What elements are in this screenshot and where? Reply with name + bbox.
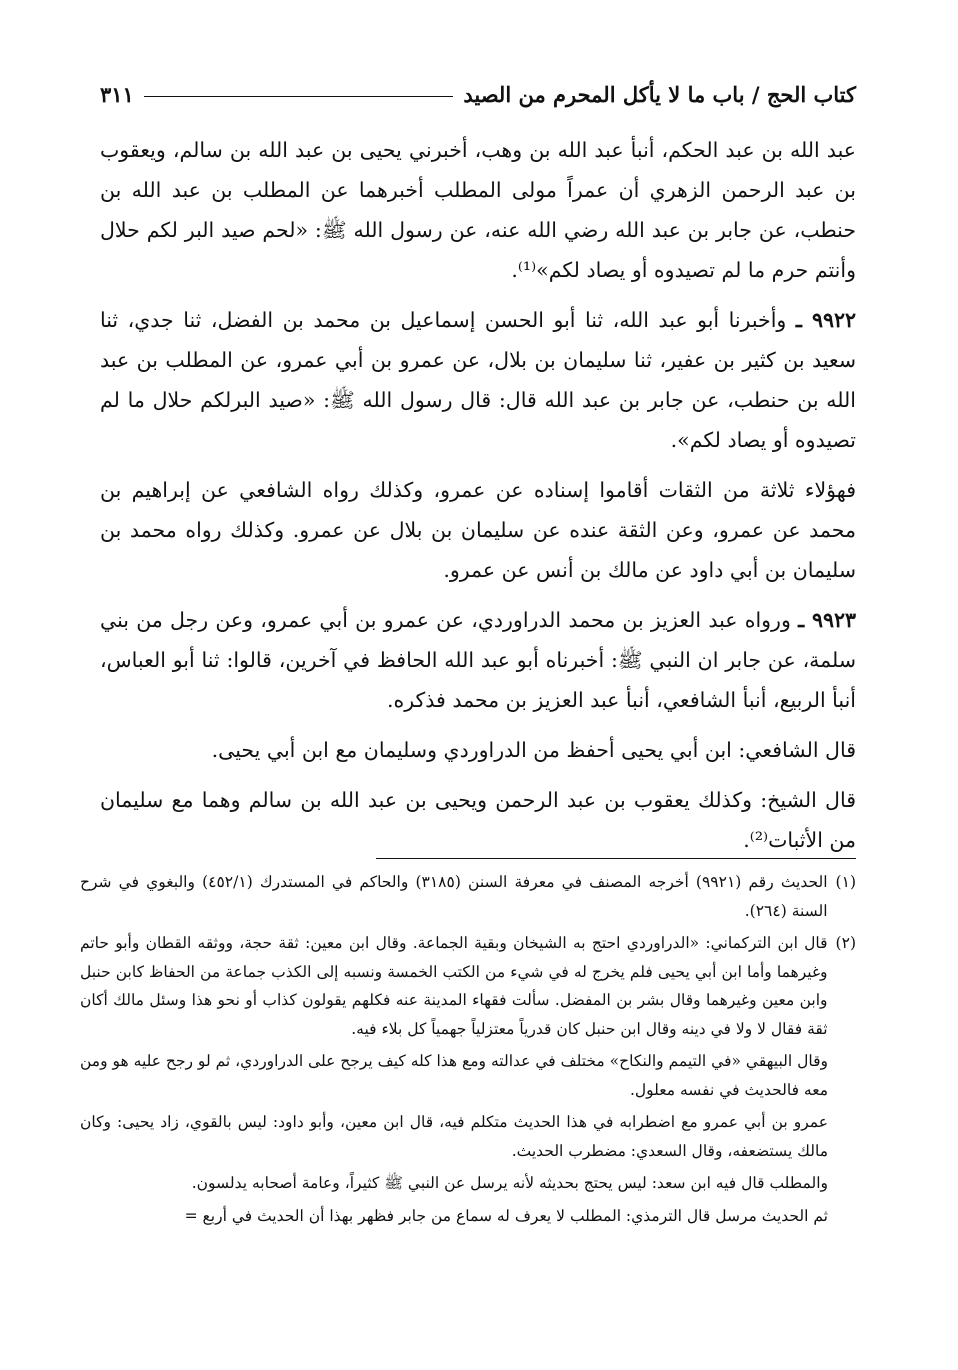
paragraph-text: عبد الله بن عبد الحكم، أنبأ عبد الله بن وهب، أخبرني يحيى بن عبد الله بن سالم، ويعقوب بن عبد الرحمن الزهري أن عمراً مولى المطلب أخبرهما عن المطلب بن عبد الله بن حنطب، عن جابر بن عبد الله رضي الله عنه، عن رسول الله ﷺ: «لحم صيد البر لكم حلال وأنتم حرم ما لم تصيدوه أو يصاد لكم»⁽¹⁾. <box>100 138 856 282</box>
footnote <box>80 868 856 925</box>
footnote-marker: (٢) <box>835 934 856 952</box>
paragraph <box>100 780 856 860</box>
main-text <box>100 130 856 870</box>
hadith-number: ٩٩٢٢ ـ <box>795 308 856 332</box>
page-header <box>100 76 856 112</box>
paragraph-text: قال الشيخ: وكذلك يعقوب بن عبد الرحمن ويحيى بن عبد الله بن سالم وهما مع سليمان من الأثبات⁽²⁾. <box>100 788 856 852</box>
footnote-continuation: عمرو بن أبي عمرو مع اضطرابه في هذا الحديث متكلم فيه، قال ابن معين، وأبو داود: ليس بالقوي، زاد يحيى: وكان مالك يستضعفه، وقال السعدي: مضطرب الحديث. <box>80 1113 828 1160</box>
paragraph <box>100 730 856 770</box>
paragraph-text: قال الشافعي: ابن أبي يحيى أحفظ من الدراوردي وسليمان مع ابن أبي يحيى. <box>211 738 856 762</box>
paragraph-text: فهؤلاء ثلاثة من الثقات أقاموا إسناده عن عمرو، وكذلك رواه الشافعي عن إبراهيم بن محمد عن عمرو، وعن الثقة عنده عن سليمان بن بلال عن عمرو. وكذلك رواه محمد بن سليمان بن أبي داود عن مالك بن أنس عن عمرو. <box>100 478 856 582</box>
paragraph <box>100 470 856 590</box>
paragraph <box>100 130 856 290</box>
footnote <box>80 929 856 1043</box>
footnote-continuation: ثم الحديث مرسل قال الترمذي: المطلب لا يعرف له سماع من جابر فظهر بهذا أن الحديث في أربع = <box>184 1206 828 1225</box>
footnote-continuation: والمطلب قال فيه ابن سعد: ليس يحتج بحديثه لأنه يرسل عن النبي ﷺ كثيراً، وعامة أصحابه يدلسون. <box>191 1174 828 1192</box>
hadith-number: ٩٩٢٣ ـ <box>798 608 856 632</box>
footnote-separator <box>376 858 856 859</box>
footnote-continuation: وقال البيهقي «في التيمم والنكاح» مختلف في عدالته ومع هذا كله كيف يرجح على الدراوردي، ثم لو رجح عليه هو ومن معه فالحديث في نفسه معلول. <box>80 1052 828 1099</box>
header-rule <box>144 96 454 97</box>
footnote-text: الحديث رقم (٩٩٢١) أخرجه المصنف في معرفة السنن (٣١٨٥) والحاكم في المستدرك (٤٥٢/١) والبغوي في شرح السنة (٢٦٤). <box>80 873 828 920</box>
hadith-paragraph <box>100 300 856 460</box>
paragraph-text: ورواه عبد العزيز بن محمد الدراوردي، عن عمرو بن أبي عمرو، وعن رجل من بني سلمة، عن جابر ان النبي ﷺ: أخبرناه أبو عبد الله الحافظ في آخرين، قالوا: ثنا أبو العباس، أنبأ الربيع، أنبأ الشافعي، أنبأ عبد العزيز بن محمد فذكره. <box>100 608 856 712</box>
running-title: كتاب الحج / باب ما لا يأكل المحرم من الصيد <box>463 81 856 107</box>
paragraph-text: وأخبرنا أبو عبد الله، ثنا أبو الحسن إسماعيل بن محمد بن الفضل، ثنا جدي، ثنا سعيد بن كثير بن عفير، ثنا سليمان بن بلال، عن عمرو بن أبي عمرو، عن المطلب بن عبد الله بن حنطب، عن جابر بن عبد الله قال: قال رسول الله ﷺ: «صيد البرلكم حلال ما لم تصيدوه أو يصاد لكم». <box>100 308 856 452</box>
footnote-text: قال ابن التركماني: «الدراوردي احتج به الشيخان وبقية الجماعة. وقال ابن معين: ثقة حجة، ووثقه القطان وأبو حاتم وغيرهما وأما ابن أبي يحيى فلم يخرج له في شيء من الكتب الخمسة ونسبه إلى الكذب جماعة من الحفاظ كابن حنبل وابن معين وغيرهما وقال بشر بن المفضل. سألت فقهاء المدينة عنه فكلهم يقولون كذاب أو نحو هذا وسئل مالك أكان ثقة فقال لا ولا في دينه وقال ابن حنبل كان قدرياً معتزلياً جهمياً كل بلاء فيه. <box>80 934 828 1038</box>
footnote-marker: (١) <box>835 873 856 891</box>
page-number: ٣١١ <box>100 81 134 107</box>
hadith-paragraph <box>100 600 856 720</box>
footnotes <box>80 868 856 1234</box>
